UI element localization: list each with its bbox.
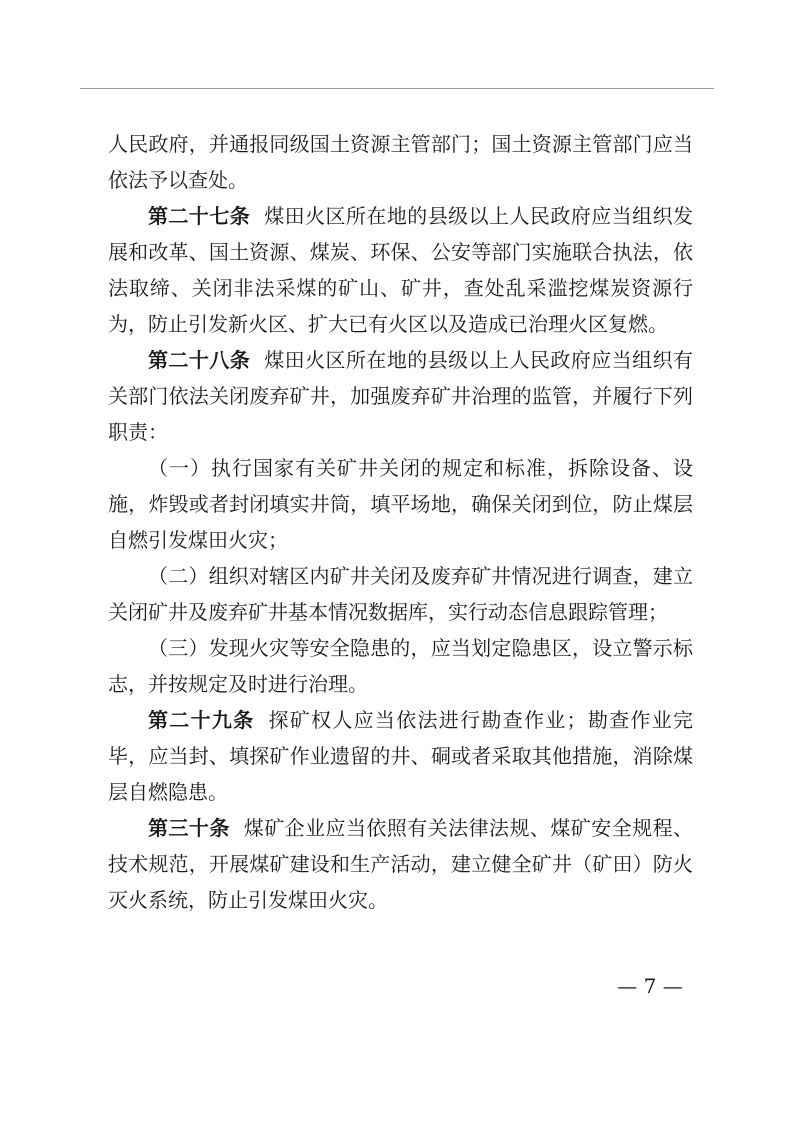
paragraph-text: 煤田火区所在地的县级以上人民政府应当组织有关部门依法关闭废弃矿井，加强废弃矿井治理的监管，并履行下列职责： (108, 348, 694, 444)
list-item-2 (108, 558, 693, 630)
paragraph-text: （二）组织对辖区内矿井关闭及废弃矿井情况进行调查，建立关闭矿井及废弃矿井基本情况数据库，实行动态信息跟踪管理； (108, 564, 693, 624)
paragraph-text: 煤矿企业应当依照有关法律法规、煤矿安全规程、技术规范，开展煤矿建设和生产活动，建立健全矿井（矿田）防火灭火系统，防止引发煤田火灾。 (108, 816, 694, 912)
paragraph-text: （三）发现火灾等安全隐患的，应当划定隐患区，设立警示标志，并按规定及时进行治理。 (108, 636, 693, 696)
document-body (108, 126, 693, 918)
header-rule (80, 88, 714, 89)
list-item-3 (108, 630, 693, 702)
article-heading: 第三十条 (148, 816, 230, 840)
article-heading: 第二十九条 (148, 708, 255, 732)
article-heading: 第二十七条 (148, 204, 251, 228)
paragraph-text: 探矿权人应当依法进行勘查作业；勘查作业完毕，应当封、填探矿作业遗留的井、硐或者采取其他措施，消除煤层自燃隐患。 (108, 708, 694, 804)
article-27 (108, 198, 693, 342)
article-heading: 第二十八条 (148, 348, 251, 372)
paragraph-text: 人民政府，并通报同级国土资源主管部门；国土资源主管部门应当依法予以查处。 (108, 132, 693, 192)
paragraph-1 (108, 126, 693, 198)
page-number: — 7 — (617, 974, 683, 998)
paragraph-text: 煤田火区所在地的县级以上人民政府应当组织发展和改革、国土资源、煤炭、环保、公安等部门实施联合执法，依法取缔、关闭非法采煤的矿山、矿井，查处乱采滥挖煤炭资源行为，防止引发新火区、扩大已有火区以及造成已治理火区复燃。 (108, 204, 694, 336)
article-29 (108, 702, 693, 810)
article-28 (108, 342, 693, 450)
article-30 (108, 810, 693, 918)
paragraph-text: （一）执行国家有关矿井关闭的规定和标准，拆除设备、设施，炸毁或者封闭填实井筒，填平场地，确保关闭到位，防止煤层自燃引发煤田火灾； (108, 456, 693, 552)
list-item-1 (108, 450, 693, 558)
